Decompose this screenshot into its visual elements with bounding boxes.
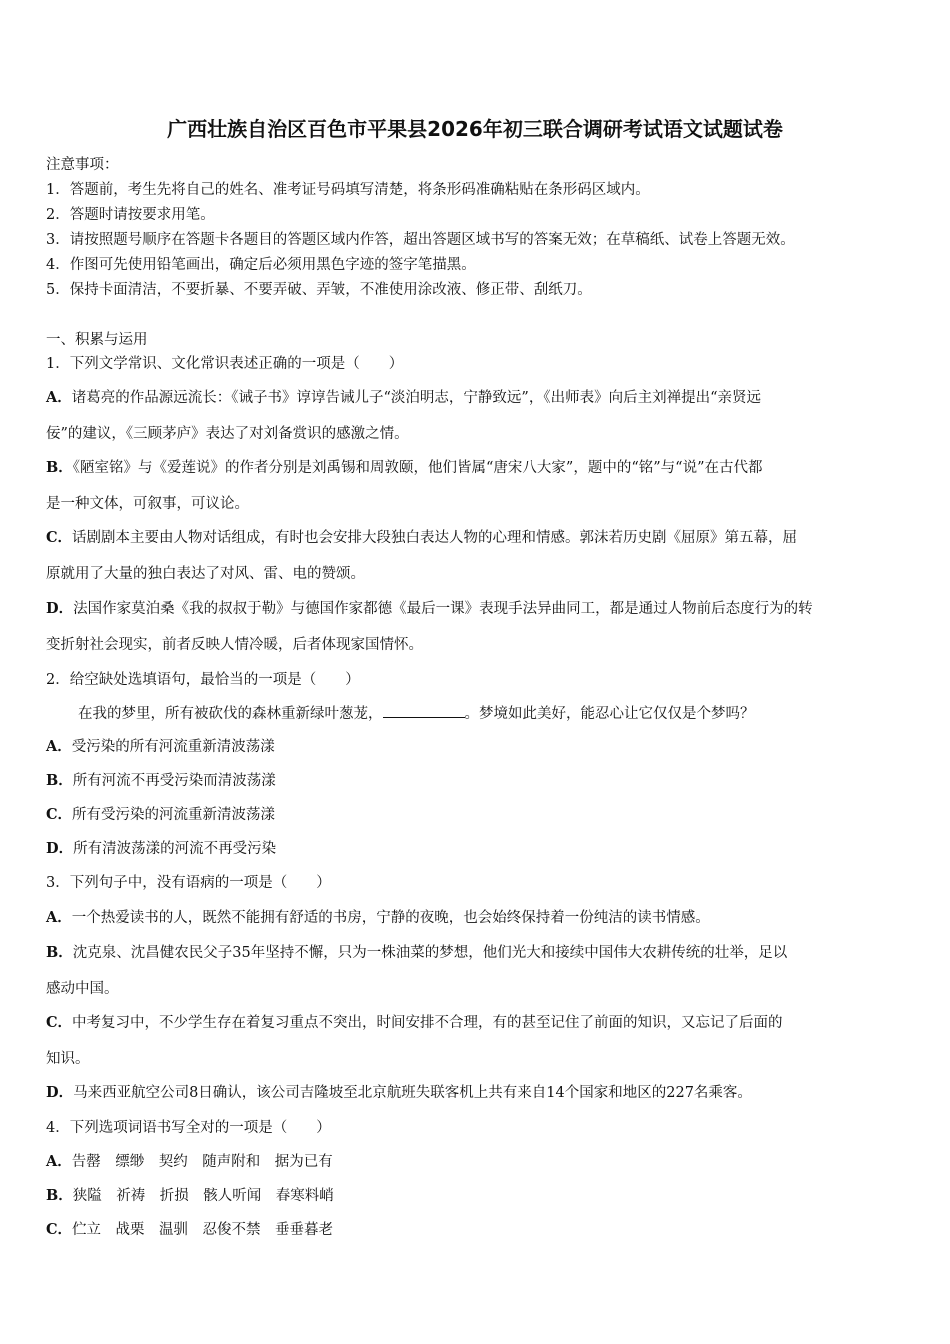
question-3-option-d: [46, 1081, 752, 1102]
question-2-option-a: [46, 735, 275, 756]
option-text: 沈克泉、沈昌健农民父子35年坚持不懈，只为一株油菜的梦想，他们光大和接续中国伟大农耕传统的壮举，足以: [72, 945, 788, 961]
question-2-option-b: [46, 769, 276, 790]
option-text: 诸葛亮的作品源远流长：《诫子书》谆谆告诫儿子“淡泊明志，宁静致远”，《出师表》向后主刘禅提出“亲贤远: [71, 390, 761, 406]
question-2-option-d: [46, 837, 276, 858]
question-4-stem: 4．下列选项词语书写全对的一项是（ ）: [46, 1120, 331, 1136]
option-text: 法国作家莫泊桑《我的叔叔于勒》与德国作家都德《最后一课》表现手法异曲同工，都是通过人物前后态度行为的转: [73, 601, 813, 617]
option-continuation: 感动中国。: [46, 981, 119, 997]
option-letter: A．: [46, 389, 72, 406]
option-letter: D．: [46, 840, 74, 857]
notice-item: 1．答题前，考生先将自己的姓名、准考证号码填写清楚，将条形码准确粘贴在条形码区域内。: [46, 182, 650, 198]
question-1-option-c: [46, 526, 797, 547]
passage-text: 。梦境如此美好，能忍心让它仅仅是个梦吗？: [464, 706, 755, 722]
question-4-option-c: [46, 1218, 333, 1239]
option-continuation: 知识。: [46, 1051, 90, 1067]
option-letter: A．: [46, 1153, 72, 1170]
passage-text: 在我的梦里，所有被砍伐的森林重新绿叶葱茏，: [78, 706, 383, 722]
option-continuation: 变折射社会现实，前者反映人情冷暖，后者体现家国情怀。: [46, 637, 423, 653]
option-letter: B．: [46, 944, 73, 961]
option-text: 告罄 缥缈 契约 随声附和 据为已有: [71, 1154, 333, 1170]
question-2-stem: 2．给空缺处选填语句，最恰当的一项是（ ）: [46, 672, 360, 688]
option-text: 所有清波荡漾的河流不再受污染: [73, 841, 277, 857]
question-1-option-a: [46, 386, 761, 407]
notice-item: 5．保持卡面清洁，不要折暴、不要弄破、弄皱，不准使用涂改液、修正带、刮纸刀。: [46, 282, 592, 298]
question-3-option-b: [46, 941, 787, 962]
question-4-option-b: [46, 1184, 334, 1205]
option-continuation: 原就用了大量的独白表达了对风、雷、电的赞颂。: [46, 566, 365, 582]
page-title: 广西壮族自治区百色市平果县2026年初三联合调研考试语文试题试卷: [167, 117, 783, 141]
option-letter: B．: [46, 459, 73, 476]
option-text: 话剧剧本主要由人物对话组成，有时也会安排大段独白表达人物的心理和情感。郭沫若历史剧《屈原》第五幕，屈: [72, 530, 798, 546]
option-letter: C．: [46, 1014, 73, 1031]
question-2-option-c: [46, 803, 275, 824]
option-text: 中考复习中，不少学生存在着复习重点不突出，时间安排不合理，有的甚至记住了前面的知识，又忘记了后面的: [72, 1015, 783, 1031]
option-text: 所有河流不再受污染而清波荡漾: [72, 773, 276, 789]
option-text: 马来西亚航空公司8日确认，该公司吉隆坡至北京航班失联客机上共有来自14个国家和地区的227名乘客。: [73, 1085, 752, 1101]
fill-blank: [383, 703, 465, 718]
option-text: 伫立 战栗 温驯 忍俊不禁 垂垂暮老: [72, 1222, 334, 1238]
option-text: 一个热爱读书的人，既然不能拥有舒适的书房，宁静的夜晚，也会始终保持着一份纯洁的读书情感。: [71, 910, 710, 926]
option-text: 狭隘 祈祷 折损 骸人听闻 春寒料峭: [72, 1188, 334, 1204]
option-letter: A．: [46, 909, 72, 926]
option-letter: D．: [46, 1084, 74, 1101]
question-1-option-b: [46, 456, 763, 477]
option-letter: C．: [46, 806, 73, 823]
option-text: 所有受污染的河流重新清波荡漾: [72, 807, 276, 823]
option-letter: A．: [46, 738, 72, 755]
option-letter: B．: [46, 1187, 73, 1204]
option-continuation: 是一种文体，可叙事，可议论。: [46, 496, 249, 512]
option-text: 《陋室铭》与《爱莲说》的作者分别是刘禹锡和周敦颐，他们皆属“唐宋八大家”，题中的“铭”与“说”在古代都: [72, 460, 763, 476]
option-letter: B．: [46, 772, 73, 789]
option-continuation: 佞”的建议，《三顾茅庐》表达了对刘备赏识的感激之情。: [46, 426, 409, 442]
option-letter: D．: [46, 600, 74, 617]
question-2-passage: [78, 702, 755, 723]
notice-item: 4．作图可先使用铅笔画出，确定后必须用黑色字迹的签字笔描黑。: [46, 257, 476, 273]
notice-item: 3．请按照题号顺序在答题卡各题目的答题区域内作答，超出答题区域书写的答案无效；在草稿纸、试卷上答题无效。: [46, 232, 795, 248]
question-3-option-c: [46, 1011, 783, 1032]
question-1-stem: 1．下列文学常识、文化常识表述正确的一项是（ ）: [46, 356, 404, 372]
section-heading: 一、积累与运用: [46, 332, 148, 348]
question-1-option-d: [46, 597, 813, 618]
question-4-option-a: [46, 1150, 333, 1171]
option-text: 受污染的所有河流重新清波荡漾: [71, 739, 275, 755]
option-letter: C．: [46, 529, 73, 546]
notice-heading: 注意事项：: [46, 157, 119, 173]
question-3-stem: 3．下列句子中，没有语病的一项是（ ）: [46, 875, 331, 891]
option-letter: C．: [46, 1221, 73, 1238]
notice-item: 2．答题时请按要求用笔。: [46, 207, 215, 223]
question-3-option-a: [46, 906, 710, 927]
